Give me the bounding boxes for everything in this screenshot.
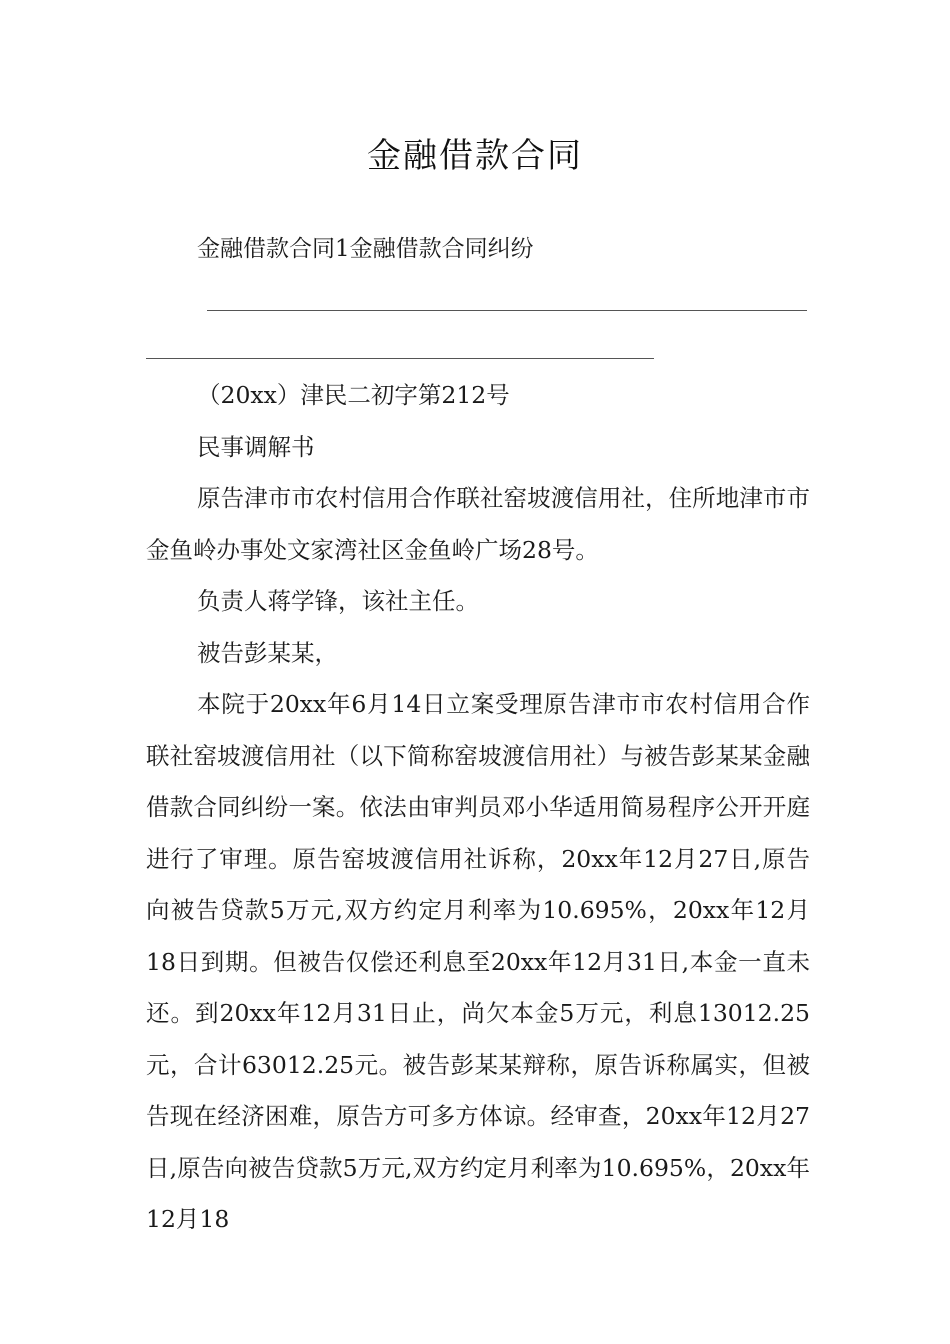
divider-line — [207, 310, 807, 311]
case-number: （20xx）津民二初字第212号 — [197, 381, 510, 409]
document-body — [146, 370, 810, 1246]
document-type: 民事调解书 — [197, 432, 315, 461]
document-subtitle: 金融借款合同1金融借款合同纠纷 — [197, 236, 534, 262]
case-summary-paragraph: 本院于20xx年6月14日立案受理原告津市市农村信用合作联社窑坡渡信用社（以下简称窑坡渡信用社）与被告彭某某金融借款合同纠纷一案。依法由审判员邓小华适用简易程序公开开庭进行了审理。原告窑坡渡信用社诉称，20xx年12月27日,原告向被告贷款5万元,双方约定月利率为10.695%，20xx年12月18日到期。但被告仅偿还利息至20xx年12月31日,本金一直未还。到20xx年12月31日止，尚欠本金5万元，利息13012.25元，合计63012.25元。被告彭某某辩称，原告诉称属实，但被告现在经济困难，原告方可多方体谅。经审查，20xx年12月27日,原告向被告贷款5万元,双方约定月利率为10.695%，20xx年12月18 — [146, 690, 810, 1233]
representative-paragraph: 负责人蒋学锋，该社主任。 — [197, 587, 479, 615]
defendant-paragraph: 被告彭某某， — [197, 638, 338, 667]
document-title: 金融借款合同 — [367, 136, 583, 176]
plaintiff-paragraph: 原告津市市农村信用合作联社窑坡渡信用社，住所地津市市金鱼岭办事处文家湾社区金鱼岭广场28号。 — [146, 484, 810, 564]
divider-line — [146, 358, 654, 359]
